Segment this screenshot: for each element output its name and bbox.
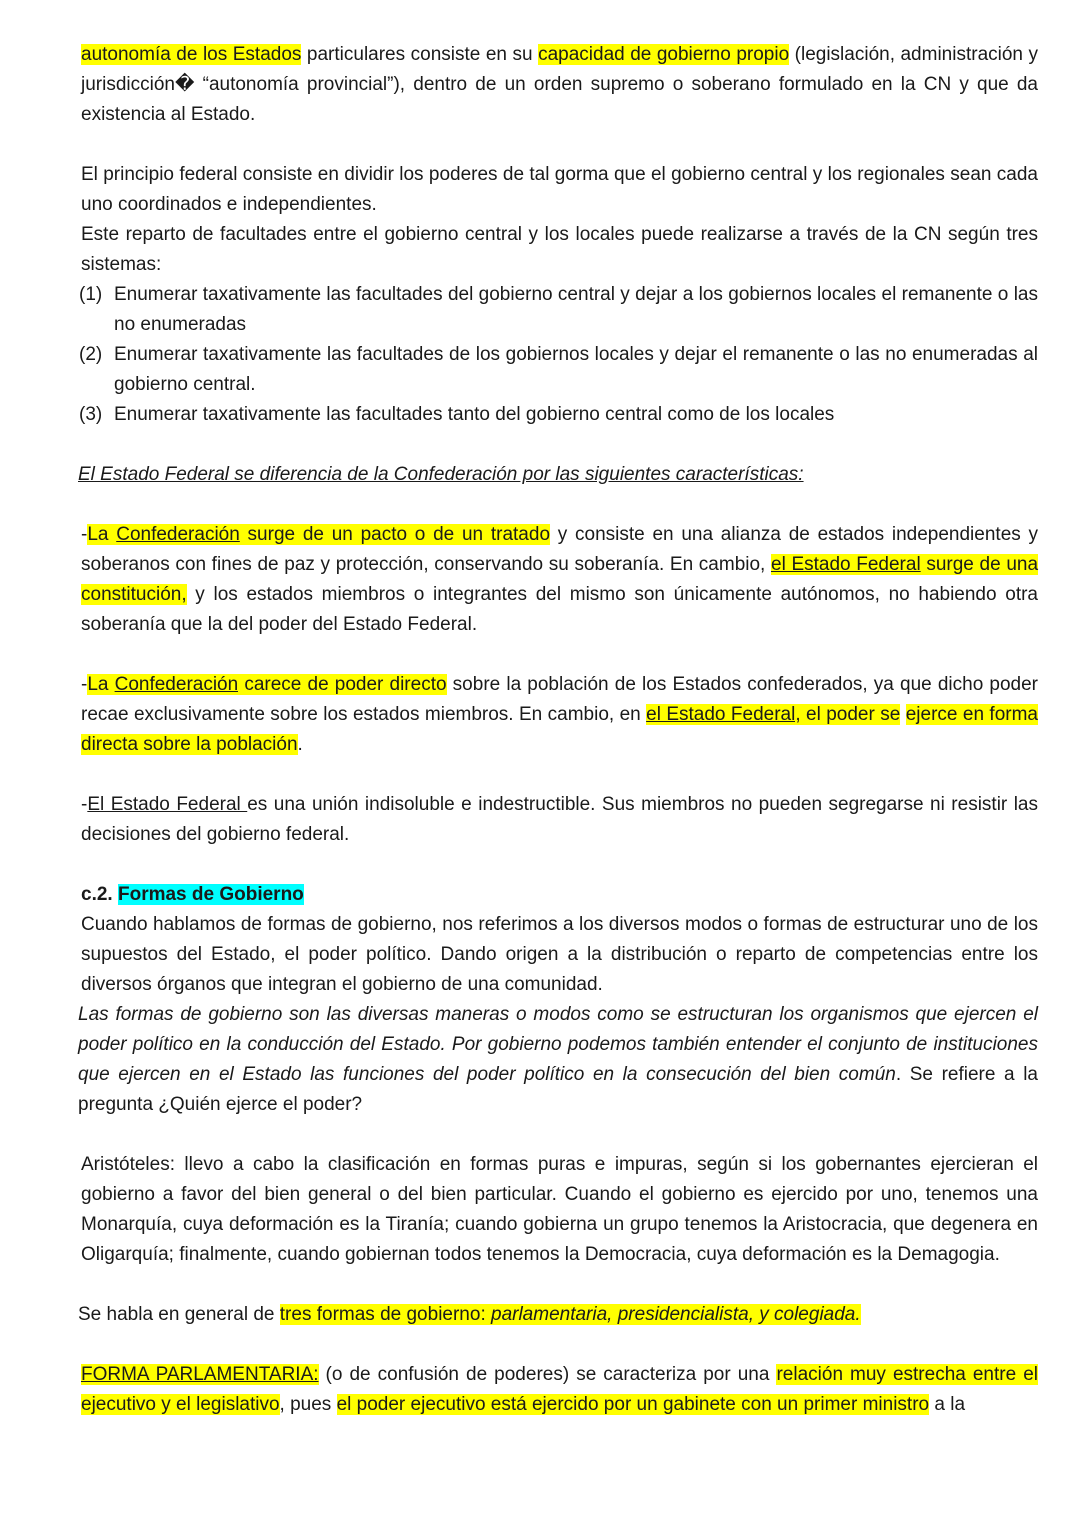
list-text: Enumerar taxativamente las facultades de los gobiernos locales y dejar el remanente o las no enumeradas al gobierno central. [114,344,1038,395]
highlight-text: Confederación [116,524,240,545]
paragraph-confederacion-pacto [81,520,1038,640]
text-span: particulares consiste en su [301,44,539,65]
highlight-text: FORMA PARLAMENTARIA: [81,1364,319,1385]
list-text: Enumerar taxativamente las facultades del gobierno central y dejar a los gobiernos locales el remanente o las no enumeradas [114,284,1038,335]
paragraph-formas-gobierno: Cuando hablamos de formas de gobierno, nos referimos a los diversos modos o formas de estructurar uno de los supuestos del Estado, el poder político. Dando origen a la distribución o reparto de competencias entre los diversos órganos que integran el gobierno de una comunidad. [81,914,1038,995]
text-span: a la [929,1394,966,1415]
highlight-text: el poder ejecutivo está ejercido por un gabinete con un primer ministro [336,1394,930,1415]
paragraph-reparto: Este reparto de facultades entre el gobierno central y los locales puede realizarse a través de la CN según tres sistemas: [81,224,1038,275]
highlight-text: ejerce en forma directa sobre la población [81,704,1038,755]
spacer [81,1270,1038,1300]
list-number: (2) [79,344,103,365]
highlight-text: surge de un pacto o de un tratado [239,524,551,545]
text-span: Se habla en general de [78,1304,280,1325]
paragraph-union-indisoluble [81,790,1038,850]
underlined-text: El Estado Federal [87,794,248,815]
paragraph-tres-formas [78,1300,1038,1330]
highlight-text: carece de poder directo [238,674,447,695]
heading-title: Formas de Gobierno [117,884,304,905]
spacer [81,1120,1038,1150]
text-span: y los estados miembros o integrantes del mismo son únicamente autónomos, no habiendo otra soberanía que la del poder del Estado Federal. [81,584,1038,635]
list-item [81,400,1038,430]
highlight-text: La [87,524,117,545]
section-heading [81,880,1038,910]
text-span: . Se refiere a la pregunta ¿Quién ejerce el poder? [78,1064,1039,1115]
highlight-text: La [87,674,115,695]
list-number: (3) [79,404,103,425]
paragraph-autonomia [81,40,1038,130]
spacer [81,640,1038,670]
spacer [81,760,1038,790]
highlight-text: , el poder se [795,704,901,725]
text-span: y consiste en una alianza de estados independientes y soberanos con fines de paz y protección, conservando su soberanía. En cambio, [81,524,1039,575]
italic-text: Las formas de gobierno son las diversas maneras o modos como se estructuran los organismos que ejercen el poder político en la conducción del Estado. Por gobierno podemos también entender el conjunto de instituciones que ejercen en el Estado las funciones del poder político en la consecución del bien común [78,1004,1038,1085]
highlight-text: tres formas de gobierno: [279,1304,491,1325]
spacer [81,1330,1038,1360]
paragraph-principio-federal: El principio federal consiste en dividir los poderes de tal gorma que el gobierno central y los regionales sean cada uno coordinados e independientes. [81,164,1038,215]
highlight-text: capacidad de gobierno propio [538,44,790,65]
text-span: es una unión indisoluble e indestructible. Sus miembros no pueden segregarse ni resistir las decisiones del gobierno federal. [81,794,1039,845]
paragraph-confederacion-poder [81,670,1038,760]
list-item [81,340,1038,400]
text-span: sobre la población de los Estados confederados, ya que dicho poder recae exclusivamente sobre los estados miembros. En cambio, en [81,674,1038,725]
text-span: , pues [279,1394,337,1415]
spacer [81,130,1038,160]
highlight-text: parlamentaria, presidencialista, y colegiada. [491,1304,861,1325]
paragraph-definicion [78,1000,1038,1120]
heading-number: c.2. [81,884,118,905]
highlight-text: Confederación [114,674,239,695]
highlight-text: autonomía de los Estados [81,44,302,65]
dash: - [81,674,88,695]
subtitle-diferencias: El Estado Federal se diferencia de la Confederación por las siguientes características: [78,464,804,485]
paragraph-forma-parlamentaria [81,1360,1038,1420]
text-span: (o de confusión de poderes) se caracteriza por una [318,1364,777,1385]
text-span: . [297,734,303,755]
highlight-text: el Estado Federal [771,554,921,575]
highlight-text: surge de una constitución, [81,554,1039,605]
highlight-text: el Estado Federal [646,704,796,725]
highlight-text: relación muy estrecha entre el ejecutivo y el legislativo [81,1364,1038,1415]
paragraph-aristoteles: Aristóteles: llevo a cabo la clasificación en formas puras e impuras, según si los gobernantes ejercieran el gobierno a favor del bien general o del bien particular. Cuando el gobierno es ejercido por uno, tenemos una Monarquía, cuya deformación es la Tiranía; cuando gobierna un grupo tenemos la Aristocracia, que degenera en Oligarquía; finalmente, cuando gobiernan todos tenemos la Democracia, cuya deformación es la Demagogia. [81,1154,1038,1265]
text-span [900,704,905,725]
systems-list [81,280,1038,430]
list-item [81,280,1038,340]
spacer [81,850,1038,880]
list-text: Enumerar taxativamente las facultades tanto del gobierno central como de los locales [114,404,835,425]
dash: - [81,794,88,815]
text-span: (legislación, administración y jurisdicción� “autonomía provincial”), dentro de un orden supremo o soberano formulado en la CN y que da existencia al Estado. [81,44,1038,125]
spacer [81,430,1038,460]
list-number: (1) [79,284,103,305]
dash: - [81,524,88,545]
spacer [81,490,1038,520]
